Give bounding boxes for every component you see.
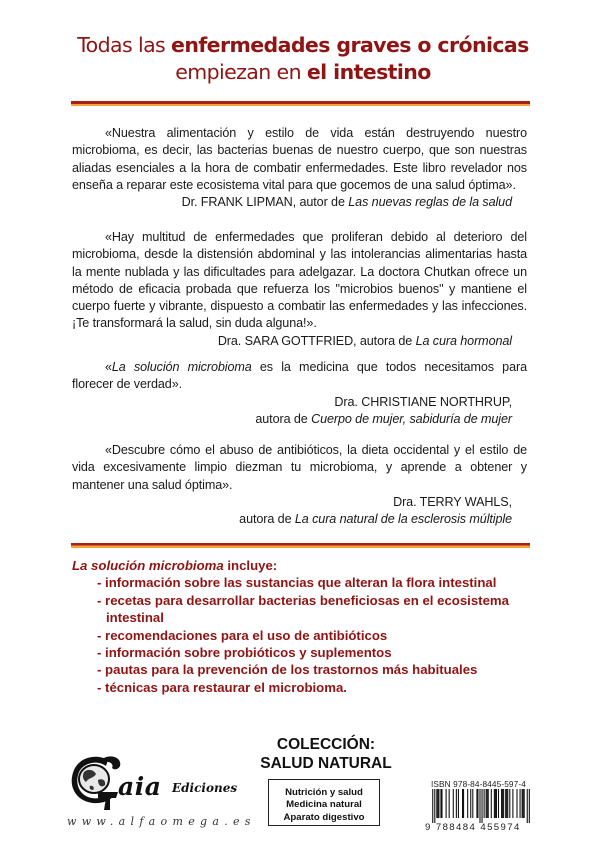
attribution-book: Las nuevas reglas de la salud <box>348 195 512 210</box>
barcode <box>425 789 537 823</box>
barcode-bar <box>512 789 513 818</box>
headline-bold-1: enfermedades graves o crónicas <box>171 33 529 57</box>
attribution-book: La cura hormonal <box>415 333 512 348</box>
barcode-bar <box>472 789 473 818</box>
includes-item: - información sobre probióticos y suplementos <box>97 645 392 661</box>
barcode-bar <box>501 789 502 818</box>
includes-item: - técnicas para restaurar el microbioma. <box>97 679 347 695</box>
isbn-label: ISBN 978-84-8445-597-4 <box>431 779 526 789</box>
barcode-bar <box>446 789 447 818</box>
topic: Aparato digestivo <box>283 811 365 823</box>
isbn-barcode-block <box>425 779 541 833</box>
barcode-bar <box>456 789 457 818</box>
barcode-bar <box>524 789 525 818</box>
topics-box <box>268 779 380 826</box>
barcode-bar <box>486 789 487 818</box>
testimonial-gottfried <box>72 229 527 350</box>
barcode-bar <box>506 789 507 818</box>
barcode-bar <box>437 789 438 818</box>
testimonial-text: «Nuestra alimentación y estilo de vida están destruyendo nuestro microbioma, es decir, las bacterias buenas de nuestro cuerpo, que son nuestras aliadas esenciales a la hora de combatir enfermedades. Este libro revelador nos enseña a reparar este ecosistema vital para que gocemos de una salud óptima». <box>72 126 527 192</box>
barcode-bar <box>495 789 496 818</box>
barcode-bar <box>502 789 503 818</box>
barcode-bar <box>479 789 480 823</box>
barcode-bar <box>522 789 523 818</box>
barcode-bar <box>467 789 468 818</box>
includes-item: - recomendaciones para el uso de antibióticos <box>97 627 388 643</box>
publisher-logo <box>68 752 238 812</box>
barcode-bar <box>436 789 437 818</box>
barcode-bar <box>503 789 504 818</box>
publisher-url[interactable]: www.alfaomega.es <box>67 815 256 828</box>
attribution-author: Dr. FRANK LIPMAN, autor de <box>181 195 349 210</box>
barcode-digits <box>425 822 541 833</box>
testimonial-northrup <box>72 359 527 428</box>
testimonial-text: «Descubre cómo el abuso de antibióticos, la dieta occidental y el estilo de vida excesivamente limpio diezman tu microbioma, y aprende a obtener y mantener una salud óptima». <box>72 443 527 492</box>
logo-subtitle: Ediciones <box>172 781 238 795</box>
divider-stripe-bottom <box>71 543 530 548</box>
testimonial-attribution <box>72 511 527 528</box>
barcode-bar <box>529 789 530 823</box>
headline-regular-1: Todas las <box>77 33 172 57</box>
testimonial-text: «Hay multitud de enfermedades que proliferan debido al deterioro del microbioma, desde la distensión abdominal y las intolerancias alimentarias hasta la mente nublada y las dificultades para adelgazar. La doctora Chutkan ofrece un método de eficacia probada que refuerza los "microbios buenos" y mantiene el cuerpo fuerte y vibrante, dispuesto a combatir las enfermedades y las infecciones. ¡Te transformará la salud, sin duda alguna!». <box>72 230 527 331</box>
barcode-bar <box>453 789 454 818</box>
attribution-prefix: autora de <box>239 512 295 527</box>
barcode-bar <box>488 789 489 818</box>
barcode-digit-first: 9 <box>425 822 432 833</box>
includes-heading-rest: incluye: <box>223 558 278 573</box>
barcode-bar <box>516 789 517 818</box>
barcode-bar <box>434 789 435 823</box>
attribution-prefix: autora de <box>255 411 312 426</box>
barcode-bar <box>496 789 497 818</box>
includes-item: - recetas para desarrollar bacterias beneficiosas en el ecosistema intestinal <box>97 592 509 626</box>
book-includes-section <box>72 557 542 696</box>
barcode-bar <box>509 789 510 818</box>
barcode-bar <box>463 789 464 818</box>
headline-bold-2: el intestino <box>306 60 431 84</box>
barcode-bar <box>527 789 528 823</box>
barcode-bar <box>484 789 485 818</box>
barcode-digits-group-2: 455974 <box>480 822 521 833</box>
topic: Nutrición y salud <box>285 787 363 798</box>
barcode-bar <box>498 789 499 818</box>
includes-item: - pautas para la prevención de los trastornos más habituales <box>97 662 478 678</box>
barcode-bar <box>487 789 488 818</box>
barcode-bar <box>505 789 506 818</box>
barcode-bar <box>449 789 450 818</box>
topic: Medicina natural <box>286 799 362 811</box>
barcode-bar <box>476 789 477 818</box>
testimonial-attribution <box>72 411 527 428</box>
collection-line-2: SALUD NATURAL <box>260 755 392 772</box>
attribution-author: Dra. CHRISTIANE NORTHRUP, <box>334 394 512 409</box>
barcode-bar <box>482 789 483 823</box>
collection-title <box>250 735 402 773</box>
barcode-bar <box>520 789 521 818</box>
headline-regular-2: empiezan en <box>175 60 307 84</box>
collection-line-1: COLECCIÓN: <box>276 736 376 753</box>
barcode-bar <box>477 789 478 818</box>
includes-heading <box>72 557 542 574</box>
barcode-bar <box>440 789 441 818</box>
divider-stripe-top <box>71 101 530 106</box>
headline-line-1 <box>0 32 606 59</box>
barcode-bar <box>441 789 442 818</box>
testimonial-wahls <box>72 442 527 528</box>
includes-heading-title: La solución microbioma <box>72 558 224 573</box>
quote-rest: es la medicina que todos necesitamos para florecer de verdad». <box>72 360 527 392</box>
barcode-bar <box>458 789 459 818</box>
quote-book-title: La solución microbioma <box>111 360 252 374</box>
back-cover-headline <box>0 32 606 86</box>
testimonial-attribution <box>72 333 527 350</box>
attribution-author: Dra. SARA GOTTFRIED, autora de <box>217 333 416 348</box>
testimonial-attribution <box>72 194 527 211</box>
attribution-author: Dra. TERRY WAHLS, <box>393 494 512 509</box>
includes-list <box>72 574 542 696</box>
barcode-bar <box>470 789 471 818</box>
barcode-bar <box>432 789 433 823</box>
barcode-digits-group-1: 788484 <box>435 822 477 833</box>
includes-item: - información sobre las sustancias que alteran la flora intestinal <box>97 575 497 591</box>
headline-line-2 <box>0 59 606 86</box>
barcode-bar <box>494 789 495 818</box>
attribution-book: La cura natural de la esclerosis múltiple <box>294 512 512 527</box>
barcode-bar <box>438 789 439 818</box>
testimonial-lipman <box>72 125 527 211</box>
barcode-bar <box>523 789 524 818</box>
attribution-book: Cuerpo de mujer, sabiduría de mujer <box>311 411 512 426</box>
quote-open: « <box>105 360 112 374</box>
barcode-bar <box>462 789 463 818</box>
barcode-bar <box>491 789 492 818</box>
barcode-bar <box>507 789 508 818</box>
logo-wordmark: aia <box>118 772 162 801</box>
testimonial-text <box>72 359 527 394</box>
